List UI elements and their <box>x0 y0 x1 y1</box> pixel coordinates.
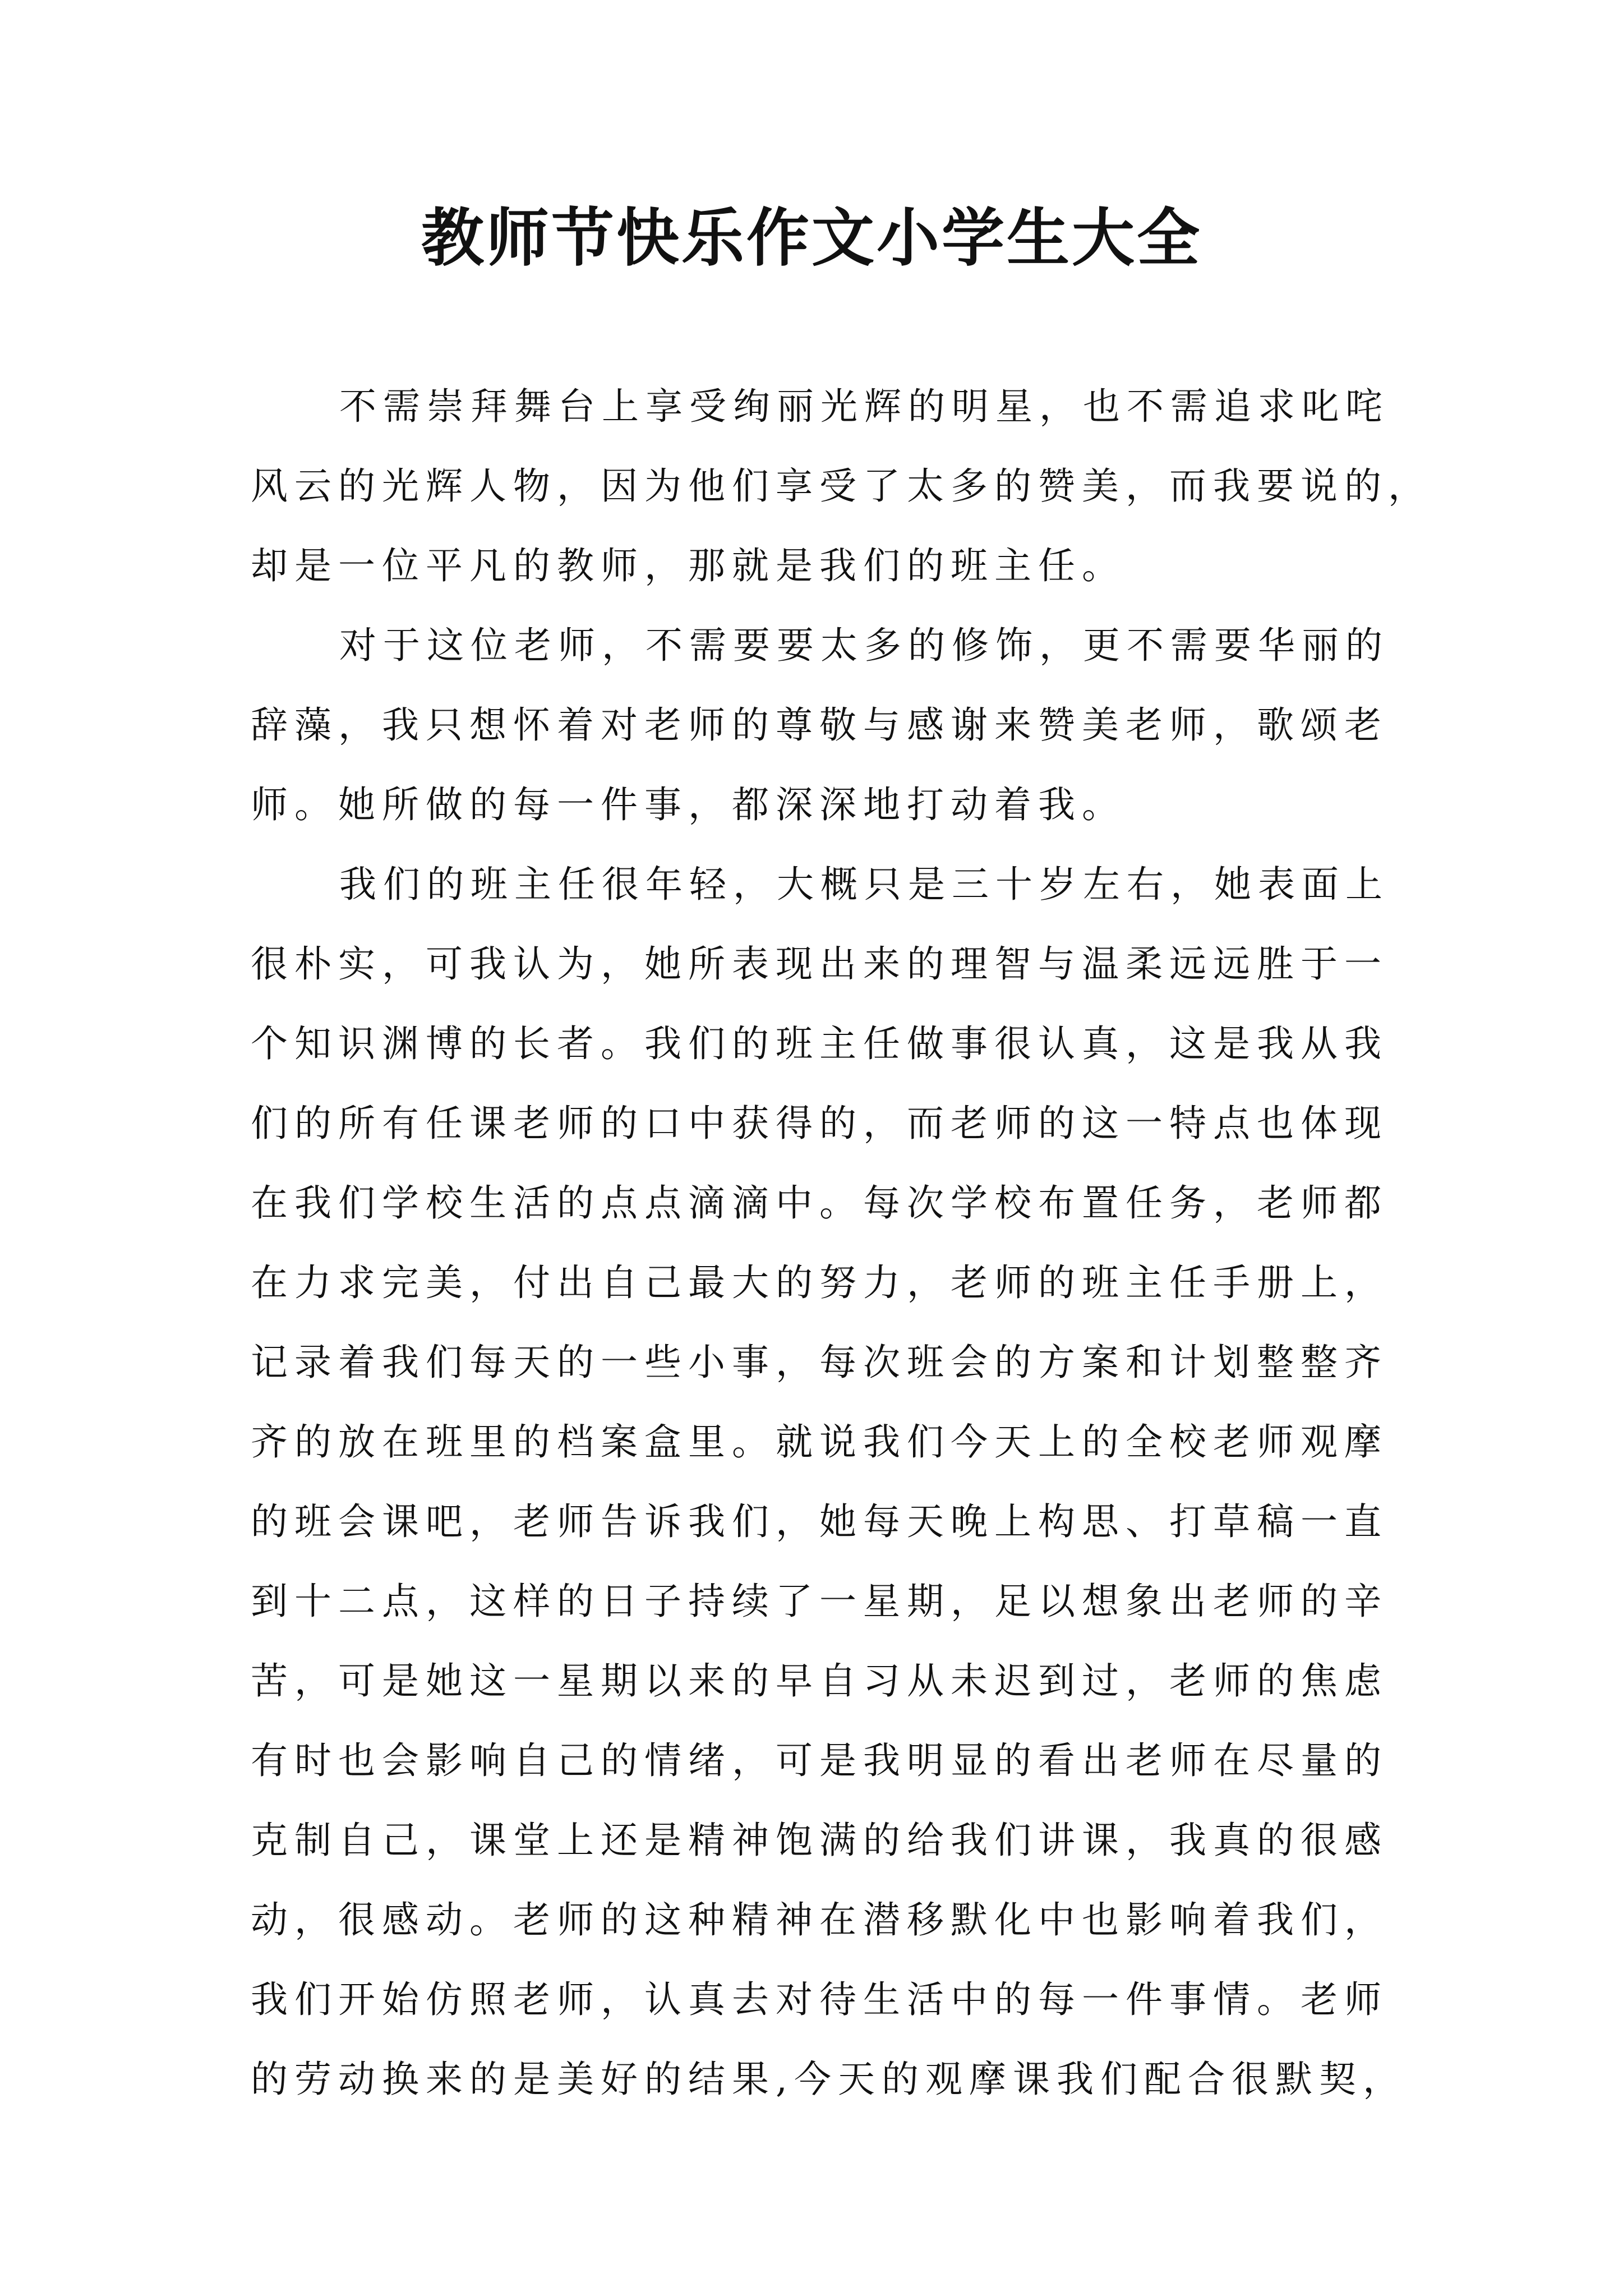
body-line: 个知识渊博的长者。我们的班主任做事很认真，这是我从我 <box>251 1022 1388 1065</box>
body-line: 克制自己，课堂上还是精神饱满的给我们讲课，我真的很感 <box>251 1819 1388 1862</box>
body-line: 很朴实，可我认为，她所表现出来的理智与温柔远远胜于一 <box>251 942 1388 986</box>
body-line: 却是一位平凡的教师，那就是我们的班主任。 <box>251 544 1126 587</box>
body-line: 师。她所做的每一件事，都深深地打动着我。 <box>251 783 1126 826</box>
body-line: 我们的班主任很年轻，大概只是三十岁左右，她表面上 <box>339 863 1389 906</box>
document-body <box>251 367 1432 2119</box>
body-line: 到十二点，这样的日子持续了一星期，足以想象出老师的辛 <box>251 1580 1388 1623</box>
body-line: 有时也会影响自己的情绪，可是我明显的看出老师在尽量的 <box>251 1739 1388 1782</box>
body-line: 齐的放在班里的档案盒里。就说我们今天上的全校老师观摩 <box>251 1420 1388 1464</box>
body-line: 我们开始仿照老师，认真去对待生活中的每一件事情。老师 <box>251 1978 1388 2021</box>
body-line: 不需崇拜舞台上享受绚丽光辉的明星，也不需追求叱咤 <box>339 385 1389 428</box>
body-line: 辞藻，我只想怀着对老师的尊敬与感谢来赞美老师，歌颂老 <box>251 703 1388 747</box>
body-line: 苦，可是她这一星期以来的早自习从未迟到过，老师的焦虑 <box>251 1659 1388 1703</box>
body-line: 动，很感动。老师的这种精神在潜移默化中也影响着我们， <box>251 1898 1388 1941</box>
body-line: 的班会课吧，老师告诉我们，她每天晚上构思、打草稿一直 <box>251 1500 1388 1543</box>
body-line: 们的所有任课老师的口中获得的，而老师的这一特点也体现 <box>251 1102 1388 1145</box>
body-line: 在我们学校生活的点点滴滴中。每次学校布置任务，老师都 <box>251 1181 1388 1225</box>
body-line: 的劳动换来的是美好的结果,今天的观摩课我们配合很默契， <box>251 2058 1407 2101</box>
body-line: 记录着我们每天的一些小事，每次班会的方案和计划整整齐 <box>251 1341 1388 1384</box>
body-line: 对于这位老师，不需要要太多的修饰，更不需要华丽的 <box>339 624 1389 667</box>
body-line: 在力求完美，付出自己最大的努力，老师的班主任手册上， <box>251 1261 1388 1304</box>
document-title: 教师节快乐作文小学生大全 <box>421 201 1202 275</box>
body-line: 风云的光辉人物，因为他们享受了太多的赞美，而我要说的， <box>251 464 1432 508</box>
